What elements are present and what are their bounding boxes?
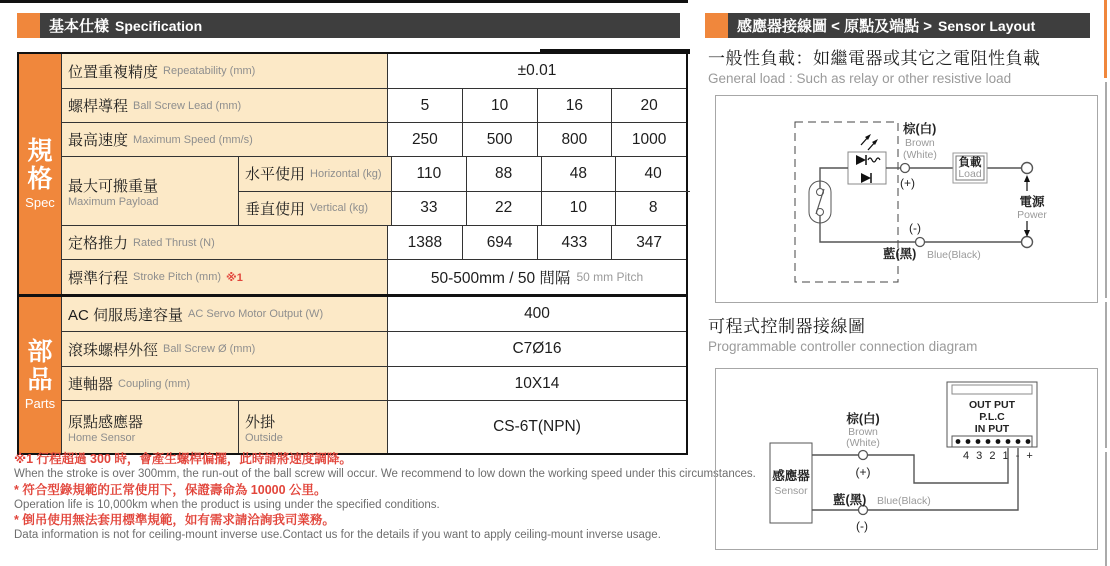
sensor-box: [770, 443, 812, 523]
row-label-en: AC Servo Motor Output (W): [188, 308, 324, 320]
cell-value: 5: [420, 96, 430, 114]
plc-label: P.L.C: [979, 411, 1005, 423]
cell-value: 433: [537, 226, 612, 259]
minus-terminal: [916, 238, 925, 247]
sensor-layout-title-en: Sensor Layout: [938, 17, 1036, 34]
cell-value: 50-500mm / 50 間隔: [430, 270, 571, 287]
power-label-zh: 電源: [1019, 195, 1045, 209]
plc-wiring-diagram: [715, 368, 1098, 550]
footnote-line: ※1 行程超過 300 時，會產生螺桿偏擺，此時請將速度調降。: [14, 452, 352, 466]
power-terminal-plus: [1022, 163, 1033, 174]
cell-value: 48: [541, 157, 616, 191]
plc-top-strip: [952, 385, 1032, 394]
cell-value: ±0.01: [517, 62, 557, 79]
spec-table: [17, 52, 688, 455]
accent-square-icon: [17, 13, 40, 38]
cell-value: C7Ø16: [512, 340, 562, 357]
row-label-zh: 標準行程: [68, 269, 129, 287]
top-rule: [0, 0, 688, 3]
subrow-horizontal: [239, 157, 690, 192]
subrow-label-en: Horizontal (kg): [310, 167, 382, 180]
page-edge-line: [1105, 82, 1107, 298]
table-row-coupling: [62, 367, 686, 401]
general-load-en: General load : Such as relay or other resistive load: [708, 71, 1012, 86]
led-arrows-icon: [861, 134, 878, 150]
table-row-ball-screw-lead: [62, 89, 686, 123]
subrow-label-zh: 垂直使用: [245, 200, 306, 218]
row-label-zh: 定格推力: [68, 235, 129, 252]
minus-label: (-): [909, 221, 921, 235]
table-row-home-sensor: [62, 401, 686, 453]
prog-title-en: Programmable controller connection diagram: [708, 339, 978, 354]
footnote-mark: ※1: [226, 271, 243, 284]
cell-value: 10X14: [514, 374, 560, 392]
row-label-en: Ball Screw Lead (mm): [133, 99, 242, 112]
row-label-en: Stroke Pitch (mm): [133, 271, 222, 283]
footnote-line: Operation life is 10,000km when the product is using under the specified conditions.: [14, 498, 440, 511]
table-row-stroke: [62, 260, 686, 294]
row-sublabel-en: Outside: [245, 431, 283, 444]
row-label-zh: 螺桿導程: [68, 98, 129, 115]
subrow-label-en: Vertical (kg): [310, 202, 369, 215]
section-label-spec: [19, 54, 62, 294]
plc-output-label: OUT PUT: [968, 399, 1016, 411]
cell-value: 694: [462, 226, 537, 259]
section-label-parts: [19, 297, 62, 453]
cell-value: 88: [466, 157, 541, 191]
sensor-label-en: Sensor: [774, 485, 808, 497]
wires: [820, 168, 1022, 242]
section-label-zh: 規格: [27, 137, 53, 193]
cell-value: 20: [611, 89, 686, 122]
cell-value: 33: [420, 199, 438, 217]
footnote-line: * 倒吊使用無法套用標準規範，如有需求請洽詢我司業務。: [14, 513, 335, 528]
brown-wire-label-en: Brown: [905, 137, 935, 149]
row-label-zh: 位置重複精度: [68, 63, 159, 81]
plc-terminal-numbers: 4 3 2 1 - +: [963, 450, 1035, 462]
page-edge-line: [1105, 302, 1107, 448]
table-row-ball-screw-dia: [62, 332, 686, 367]
row-label-en: Maximum Speed (mm/s): [133, 133, 253, 146]
spec-title-zh: 基本仕樣: [49, 18, 110, 35]
sensor-label-zh: 感應器: [772, 469, 810, 483]
cell-value: 16: [537, 89, 612, 122]
cell-value: 110: [416, 164, 442, 182]
cell-value: 1388: [407, 233, 443, 251]
subrow-vertical: [239, 192, 690, 226]
cell-value: CS-6T(NPN): [493, 418, 581, 435]
sensor-layout-header-bar: [705, 13, 1090, 38]
row-label-en: Repeatability (mm): [163, 65, 256, 77]
footnotes: [14, 452, 756, 544]
row-label-en: Ball Screw Ø (mm): [163, 343, 256, 355]
plc-terminal-dots: [956, 439, 1031, 444]
load-label-en: Load: [958, 168, 982, 180]
cell-value: 8: [615, 192, 690, 226]
plus-label: (+): [900, 176, 915, 190]
blue-wire-label-en: Blue(Black): [927, 249, 981, 261]
plus-terminal: [901, 164, 910, 173]
table-row-repeatability: [62, 54, 686, 89]
row-label-zh: 滾珠螺桿外徑: [68, 341, 159, 359]
brown-wire-label-en: Brown: [848, 426, 878, 438]
general-load-title: [708, 44, 1041, 86]
row-label-zh: 原點感應器: [68, 413, 144, 431]
row-label-en: Home Sensor: [68, 431, 136, 444]
accent-square-icon: [705, 13, 728, 38]
programmable-controller-title: [708, 312, 977, 354]
led-diode-icon: [856, 155, 880, 165]
blue-wire-label-zh: 藍(黑): [833, 493, 867, 507]
page-edge-accent: [1104, 0, 1107, 78]
cell-value: 40: [615, 157, 690, 191]
prog-title-zh: 可程式控制器接線圖: [708, 317, 866, 336]
blue-wire-label-zh: 藍(黑): [883, 247, 917, 261]
brown-wire-label-zh: 棕(白): [846, 412, 880, 426]
cell-value: 10: [462, 89, 537, 122]
plus-terminal: [859, 451, 868, 460]
table-row-max-speed: [62, 123, 686, 157]
minus-label: (-): [856, 519, 868, 533]
cell-value: 347: [611, 226, 686, 259]
cell-value: 22: [466, 192, 541, 226]
brown-wire-label-en2: (White): [846, 437, 880, 449]
cell-value: 10: [541, 192, 616, 226]
row-label-zh: 最高速度: [68, 132, 129, 149]
sensor-layout-title-zh: 感應器接線圖 < 原點及端點 >: [737, 18, 933, 35]
cell-value-sub: 50 mm Pitch: [576, 270, 644, 284]
row-label-zh: 最大可搬重量: [68, 177, 159, 195]
section-label-en: Spec: [25, 195, 55, 210]
diode-icon: [861, 173, 871, 183]
footnote-line: When the stroke is over 300mm, the run-out of the ball screw will occur. We recommend to low down the working speed under this circumstances.: [14, 468, 756, 481]
load-label-zh: 負載: [958, 157, 982, 169]
plus-label: (+): [855, 465, 871, 479]
table-row-max-payload: [62, 157, 686, 226]
cell-value: 1000: [611, 123, 686, 156]
cell-value: 400: [524, 305, 550, 322]
footnote-line: * 符合型錄規範的正常使用下，保證壽命為 10000 公里。: [14, 482, 327, 497]
section-spec: [19, 54, 686, 294]
blue-wire-label-en: Blue(Black): [877, 495, 931, 507]
page-edge-line: [1105, 452, 1107, 566]
power-label-en: Power: [1017, 209, 1047, 221]
general-load-wiring-diagram: [715, 95, 1098, 303]
table-step-border: [540, 49, 690, 54]
section-label-en: Parts: [24, 396, 56, 411]
row-label-en: Coupling (mm): [118, 377, 191, 390]
row-label-en: Maximum Payload: [68, 195, 159, 208]
row-label-zh: 連軸器: [68, 376, 114, 393]
spec-header-bar: [17, 13, 680, 38]
row-label-en: Rated Thrust (N): [133, 236, 215, 249]
row-sublabel-zh: 外掛: [245, 413, 276, 431]
cell-value: 800: [537, 123, 612, 156]
cell-value: 500: [462, 123, 537, 156]
footnote-line: Data information is not for ceiling-mount inverse use.Contact us for the details if you want to apply ceiling-mount inverse usage.: [14, 529, 661, 542]
spec-title-en: Specification: [115, 17, 203, 34]
brown-wire-label-en2: (White): [903, 149, 937, 161]
section-label-zh: 部品: [27, 338, 53, 394]
general-load-zh: 一般性負載：如繼電器或其它之電阻性負載: [708, 49, 1041, 68]
table-row-rated-thrust: [62, 226, 686, 260]
table-row-ac-servo: [62, 297, 686, 332]
plc-input-label: IN PUT: [974, 423, 1010, 435]
power-terminal-minus: [1022, 237, 1033, 248]
subrow-label-zh: 水平使用: [245, 166, 306, 184]
section-parts: [19, 294, 686, 453]
brown-wire-label-zh: 棕(白): [903, 122, 937, 136]
row-label-zh: AC 伺服馬達容量: [68, 306, 184, 324]
cell-value: 250: [411, 130, 438, 148]
